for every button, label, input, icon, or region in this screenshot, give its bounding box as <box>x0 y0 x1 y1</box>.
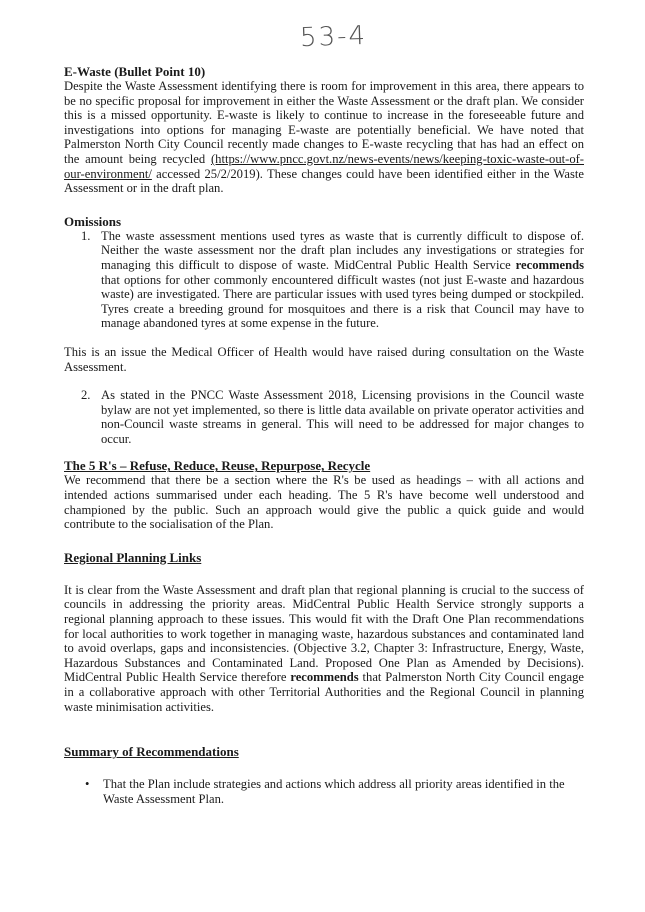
omissions-item-1 <box>64 229 584 331</box>
recommends-bold: recommends <box>515 257 584 272</box>
document-body <box>64 64 584 806</box>
ewaste-paragraph <box>64 79 584 196</box>
recommends-bold: recommends <box>290 670 359 685</box>
regional-text-a: It is clear from the Waste Assessment and draft plan that regional planning is crucial to the success of councils in addressing the priority areas. MidCentral Public Health Service strongly supports a regional planning approach to these issues. This would fit with the Draft One Plan recommendations for local authorities to work together in managing waste, hazardous substances and contaminated land to avoid overlaps, gaps and inconsistencies. (Objective 3.2, Chapter 3: Infrastructure, Energy, Waste, Hazardous Substances and Contaminated Land. Proposed One Plan as Amended by Decisions). MidCentral Public Health Service therefore <box>64 582 584 685</box>
list-number: 2. <box>81 388 91 403</box>
omissions-item-1-text-b: that options for other commonly encountered difficult wastes (not just E-waste and hazardous waste) are investigated. There are particular issues with used tyres being dumped or stockpiled. Tyres create a breeding ground for mosquitoes and there is a risk that Council may have to manage abandoned tyres at some expense in the future. <box>101 272 584 331</box>
omissions-item-1-text-a: The waste assessment mentions used tyres as waste that is currently difficult to dispose of. Neither the waste assessment nor the draft plan includes any investigations or strategies for managing this difficult to dispose of waste. MidCentral Public Health Service <box>101 228 584 272</box>
bullet-icon: • <box>85 777 90 792</box>
five-rs-paragraph: We recommend that there be a section where the R's be used as headings – with all actions and intended actions summarised under each heading. The 5 R's have become well understood and championed by the public. Such an approach would give the public a quick guide and would contribute to the socialisation of the Plan. <box>64 473 584 532</box>
omissions-item-2 <box>64 388 584 446</box>
ewaste-text-1: Despite the Waste Assessment identifying there is room for improvement in this area, there appears to be no specific proposal for improvement in either the Waste Assessment or the draft plan. We consider this is a missed opportunity. E-waste is likely to continue to increase in the foreseeable future and investigations into options for managing E-waste are potentially beneficial. We have noted that Palmerston North City Council recently made changes to E-waste recycling that has had an effect on the amount being recycled <box>64 79 584 166</box>
ewaste-text-2: accessed 25/2/2019). These changes could have been identified either in the Waste Assessment or in the draft plan. <box>64 166 584 196</box>
handwritten-reference: 53-4 <box>299 20 368 54</box>
omissions-note: This is an issue the Medical Officer of Health would have raised during consultation on the Waste Assessment. <box>64 344 584 374</box>
summary-item-1-text: That the Plan include strategies and actions which address all priority areas identified in the Waste Assessment Plan. <box>103 777 565 806</box>
regional-text-b: that Palmerston North City Council engage in a collaborative approach with other Territorial Authorities and the Regional Council in planning waste minimisation activities. <box>64 670 585 714</box>
omissions-list <box>64 229 584 331</box>
omissions-item-2-text: As stated in the PNCC Waste Assessment 2018, Licensing provisions in the Council waste bylaw are not yet implemented, so there is little data available on private operator activities and non-Council waste streams in general. This will need to be addressed for major changes to occur. <box>101 388 584 446</box>
omissions-heading: Omissions <box>64 213 122 229</box>
ewaste-link[interactable]: (https://www.pncc.govt.nz/news-events/news/keeping-toxic-waste-out-of-our-environment/ <box>64 151 584 181</box>
list-number: 1. <box>81 228 91 243</box>
summary-item-1 <box>64 777 584 806</box>
omissions-list-continued <box>64 388 584 446</box>
five-rs-heading: The 5 R's – Refuse, Reduce, Reuse, Repurpose, Recycle <box>64 458 371 474</box>
summary-heading: Summary of Recommendations <box>64 744 239 760</box>
ewaste-heading: E-Waste (Bullet Point 10) <box>64 64 206 79</box>
regional-heading: Regional Planning Links <box>64 549 202 565</box>
summary-list <box>64 777 584 806</box>
regional-paragraph <box>64 583 584 714</box>
